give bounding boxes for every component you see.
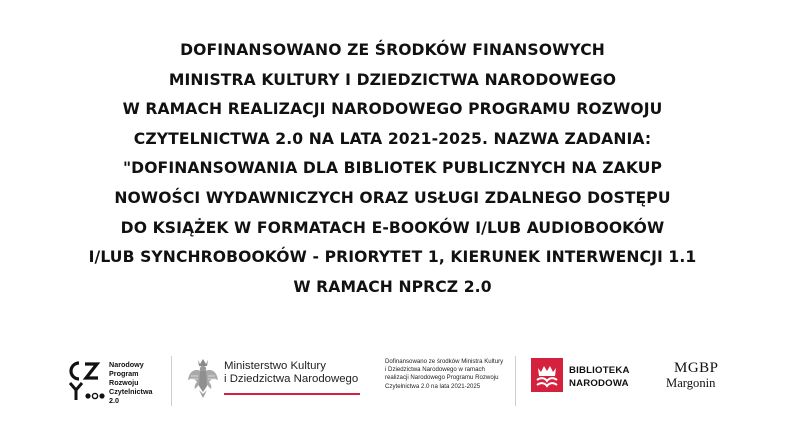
mgbp-margonin-logo [654,358,724,402]
nprcz-line: Rozwoju [109,378,139,387]
sponsor-logo-strip [0,350,785,410]
ministry-culture-logo [186,352,370,408]
ministry-name-line: i Dziedzictwa Narodowego [224,373,359,385]
ministry-name-line: Ministerstwo Kultury [224,360,326,372]
nprcz-logo-icon [67,360,107,404]
biblioteka-narodowa-logo-icon [531,358,563,392]
nprcz-line: Czytelnictwa [109,387,153,396]
funding-announcement [0,36,785,302]
funding-note-line: realizacji Narodowego Programu Rozwoju [385,374,499,382]
mgbp-acronym: MGBP [674,360,719,376]
biblioteka-narodowa-logo [531,358,641,398]
announcement-line: CZYTELNICTWA 2.0 NA LATA 2021-2025. NAZWA ZADANIA: [133,129,652,148]
polish-eagle-icon [186,356,220,400]
announcement-line: W RAMACH NPRCZ 2.0 [293,277,492,296]
nprcz-logo [67,354,167,408]
announcement-line: W RAMACH REALIZACJI NARODOWEGO PROGRAMU ROZWOJU [122,100,663,119]
funding-note-line: Czytelnictwa 2.0 na lata 2021-2025 [385,382,481,390]
announcement-line: MINISTRA KULTURY I DZIEDZICTWA NARODOWEGO [168,70,617,89]
bn-line: NARODOWA [569,378,629,389]
ministry-red-underline [224,393,360,395]
nprcz-line: Narodowy [109,360,144,369]
logo-divider [171,356,172,406]
announcement-line: "DOFINANSOWANIA DLA BIBLIOTEK PUBLICZNYCH NA ZAKUP [122,159,663,178]
funding-note-line: i Dziedzictwa Narodowego w ramach [385,366,485,374]
logo-divider [515,356,516,406]
bn-line: BIBLIOTEKA [569,365,630,376]
announcement-line: DO KSIĄŻEK W FORMATACH E-BOOKÓW I/LUB AUDIOBOOKÓW [120,218,665,237]
announcement-line: NOWOŚCI WYDAWNICZYCH ORAZ USŁUGI ZDALNEGO DOSTĘPU [114,188,671,207]
biblioteka-narodowa-name [569,364,630,390]
ministry-name [224,360,358,386]
funding-note-line: Dofinansowano ze środków Ministra Kultury [385,358,504,365]
announcement-line: DOFINANSOWANO ZE ŚRODKÓW FINANSOWYCH [180,41,605,59]
funding-note [385,358,510,391]
nprcz-line: 2.0 [109,396,119,405]
nprcz-line: Program [109,369,139,378]
nprcz-logo-text [109,360,153,405]
mgbp-town: Margonin [666,376,716,390]
announcement-line: I/LUB SYNCHROBOOKÓW - PRIORYTET 1, KIERUNEK INTERWENCJI 1.1 [88,248,697,267]
